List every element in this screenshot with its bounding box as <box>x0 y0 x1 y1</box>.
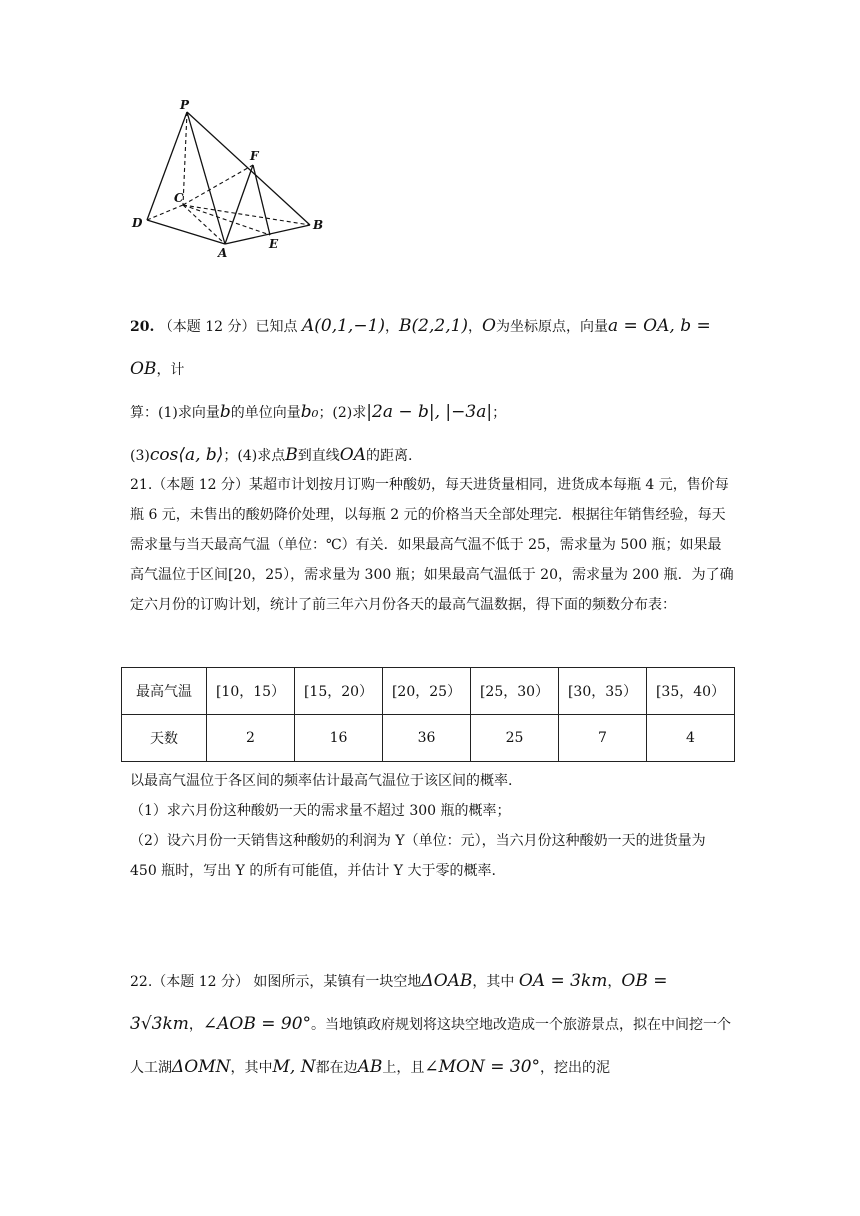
q20-text: 的距离. <box>365 448 413 464</box>
q22-text: ，其中 <box>230 1060 273 1076</box>
label-B: B <box>313 218 324 232</box>
q20-text: 的单位向量 <box>230 405 301 421</box>
q22-text: 都在边 <box>315 1060 358 1076</box>
q20-point-a: A(0,1,−1) <box>301 316 386 336</box>
q20-sep: ， <box>468 319 483 335</box>
q22-text: 上，且 <box>382 1060 425 1076</box>
q20-line-oa: OA <box>339 445 366 465</box>
table-cell: 16 <box>295 715 383 762</box>
q20-text: 算：(1)求向量 <box>130 405 220 421</box>
label-E: E <box>269 237 279 251</box>
q22-points-mn: M, N <box>272 1057 316 1077</box>
q20-origin: O <box>482 316 496 336</box>
q20-line1 <box>130 305 734 391</box>
table-cell: 7 <box>559 715 647 762</box>
q20-abs-values: |2a − b|, |−3a| <box>366 402 493 422</box>
table-row-label: 最高气温 <box>122 668 207 715</box>
table-cell: [35，40） <box>647 668 735 715</box>
q20-sep: ， <box>385 319 400 335</box>
table-cell: [15，20） <box>295 668 383 715</box>
q20-number: 20. <box>130 319 155 335</box>
q20-vector-b: b <box>219 402 231 422</box>
q20-vectors: a = OA, b = OB <box>130 316 711 379</box>
q20-text: 到直线 <box>297 448 340 464</box>
q20-point-b: B(2,2,1) <box>399 316 469 336</box>
table-row-label: 天数 <box>122 715 207 762</box>
q20-text: ；(4)求点 <box>223 448 286 464</box>
q22-sep: ， <box>188 1017 203 1033</box>
question-20 <box>130 305 734 477</box>
q22-text: 。当地镇政府规划将这块空地改造成一个旅游景点，拟在中间挖一个人工湖 <box>130 1017 732 1076</box>
label-C: C <box>174 191 184 205</box>
q20-cos: cos⟨a, b⟩ <box>149 445 224 465</box>
q22-oa: OA = 3km <box>518 971 608 991</box>
q20-text: ； <box>492 405 507 421</box>
q21-part-2: （2）设六月份一天销售这种酸奶的利润为 Y（单位：元），当六月份这种酸奶一天的进货量为 450 瓶时，写出 Y 的所有可能值，并估计 Y 大于零的概率. <box>130 833 706 879</box>
table-cell: [10，15） <box>207 668 295 715</box>
question-22 <box>130 960 734 1089</box>
question-21-parts <box>130 766 734 886</box>
q22-ob: OB = 3√3km <box>130 971 668 1034</box>
q21-note: 以最高气温位于各区间的频率估计最高气温位于该区间的概率. <box>130 773 513 789</box>
q20-text: (3) <box>130 448 150 464</box>
q22-text: ，其中 <box>472 974 515 990</box>
label-F: F <box>250 149 259 163</box>
q22-triangle-omn: ΔOMN <box>172 1057 231 1077</box>
q20-text: ，计 <box>156 362 185 378</box>
q22-text: ，挖出的泥 <box>540 1060 611 1076</box>
table-cell: 36 <box>383 715 471 762</box>
table-cell: [25，30） <box>471 668 559 715</box>
question-21-text: 21.（本题 12 分）某超市计划按月订购一种酸奶，每天进货量相同，进货成本每瓶 4 元，售价每瓶 6 元，未售出的酸奶降价处理，以每瓶 2 元的价格当天全部处理完．根据往年销售经验，每天需求量与当天最高气温（单位：℃）有关．如果最高气温不低于 25，需求量为 500 瓶；如果最高气温位于区间[20，25），需求量为 300 瓶；如果最高气温低于 20，需求量为 200 瓶．为了确定六月份的订购计划，统计了前三年六月份各天的最高气温数据，得下面的频数分布表： <box>130 477 734 613</box>
q20-text: 为坐标原点，向量 <box>495 319 608 335</box>
label-A: A <box>218 246 228 260</box>
table-row <box>122 715 735 762</box>
q22-text: 22.（本题 12 分） 如图所示，某镇有一块空地 <box>130 974 422 990</box>
table-cell: 4 <box>647 715 735 762</box>
table-cell: [30，35） <box>559 668 647 715</box>
table-cell: 2 <box>207 715 295 762</box>
q22-angle-mon: ∠MON = 30° <box>424 1057 541 1077</box>
table-cell: [20，25） <box>383 668 471 715</box>
table-row <box>122 668 735 715</box>
q20-point-b-ref: B <box>285 445 298 465</box>
q20-unit-vector: b₀ <box>300 402 319 422</box>
pyramid-figure <box>120 95 340 265</box>
table-cell: 25 <box>471 715 559 762</box>
q20-text: ；(2)求 <box>318 405 367 421</box>
q22-triangle-oab: ΔOAB <box>421 971 473 991</box>
frequency-table <box>121 667 735 762</box>
q21-part-1: （1）求六月份这种酸奶一天的需求量不超过 300 瓶的概率； <box>130 803 511 819</box>
q22-side-ab: AB <box>357 1057 383 1077</box>
label-P: P <box>180 98 190 112</box>
q20-text: （本题 12 分）已知点 <box>158 319 298 335</box>
label-D: D <box>132 216 143 230</box>
q20-line2 <box>130 391 734 434</box>
q22-sep: ， <box>607 974 622 990</box>
q22-angle-aob: ∠AOB = 90° <box>202 1014 312 1034</box>
